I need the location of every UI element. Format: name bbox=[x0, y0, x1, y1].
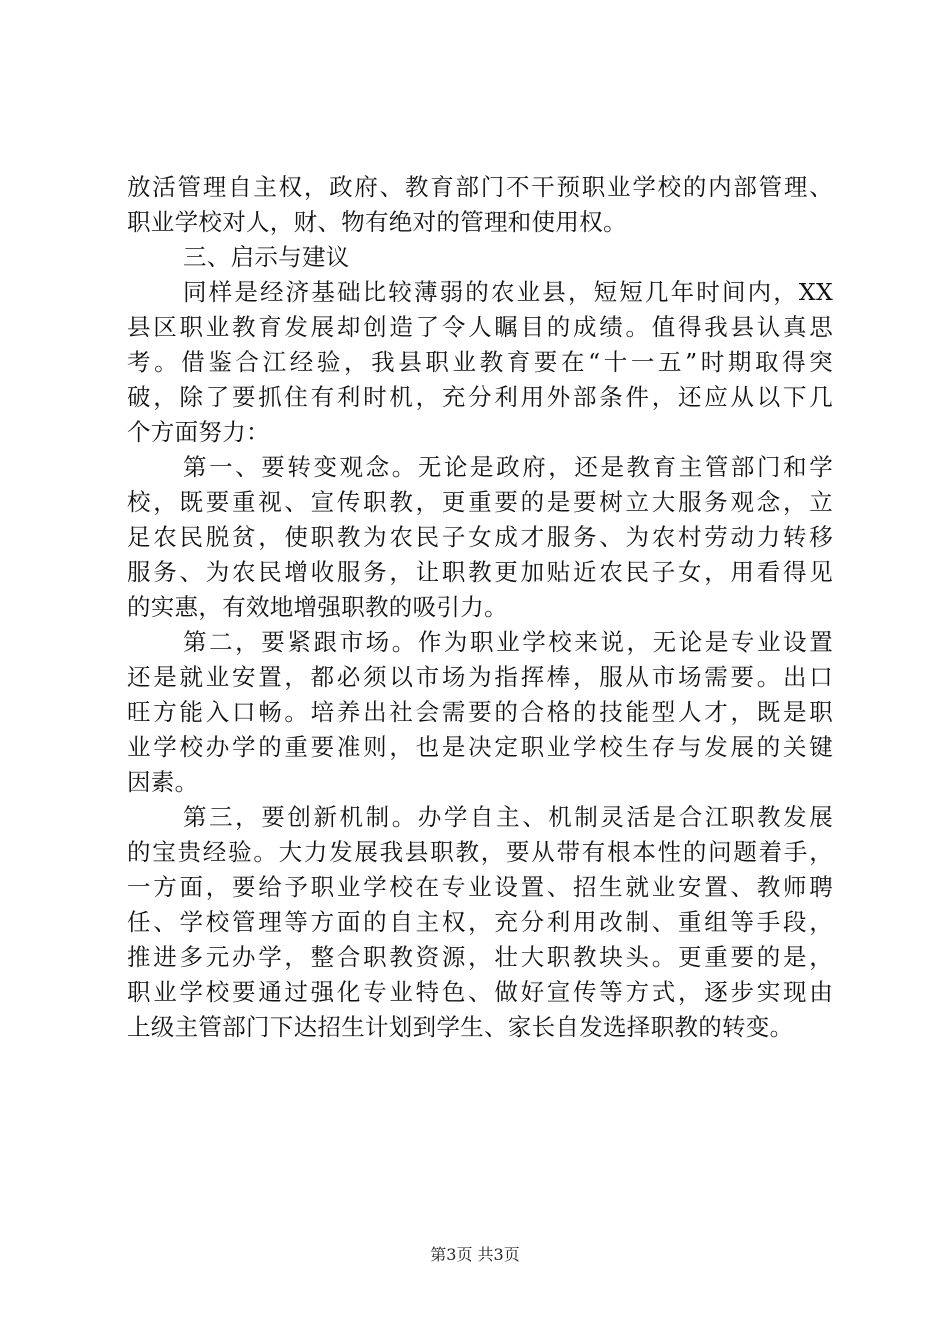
text-line: 推进多元办学，整合职教资源，壮大职教块头。更重要的是， bbox=[127, 943, 833, 971]
text-line: 第三，要创新机制。办学自主、机制灵活是合江职教发展 bbox=[183, 803, 833, 831]
paragraph-third bbox=[127, 800, 833, 1045]
text-line: 服务、为农民增收服务，让职教更加贴近农民子女，用看得见 bbox=[127, 558, 833, 586]
document-body bbox=[127, 170, 833, 1045]
text-line: 任、学校管理等方面的自主权，充分利用改制、重组等手段， bbox=[127, 908, 833, 936]
text-line: 第二，要紧跟市场。作为职业学校来说，无论是专业设置 bbox=[183, 628, 833, 656]
text-line: 第一、要转变观念。无论是政府，还是教育主管部门和学 bbox=[183, 453, 833, 481]
text-line: 的实惠，有效地增强职教的吸引力。 bbox=[127, 593, 508, 621]
text-line: 上级主管部门下达招生计划到学生、家长自发选择职教的转变。 bbox=[127, 1013, 794, 1041]
section-heading bbox=[127, 240, 833, 275]
paragraph-second bbox=[127, 625, 833, 800]
text-line: 个方面努力： bbox=[127, 418, 270, 446]
text-line: 旺方能入口畅。培养出社会需要的合格的技能型人才，既是职 bbox=[127, 698, 833, 726]
text-line: 因素。 bbox=[127, 768, 199, 796]
text-line: 职业学校要通过强化专业特色、做好宣传等方式，逐步实现由 bbox=[127, 978, 833, 1006]
text-line: 同样是经济基础比较薄弱的农业县，短短几年时间内，XX bbox=[183, 278, 833, 306]
paragraph-intro bbox=[127, 275, 833, 450]
text-line: 校，既要重视、宣传职教，更重要的是要树立大服务观念，立 bbox=[127, 488, 833, 516]
page-number-footer: 第3页 共3页 bbox=[430, 1245, 520, 1264]
text-line: 放活管理自主权，政府、教育部门不干预职业学校的内部管理、 bbox=[127, 173, 833, 201]
text-line: 业学校办学的重要准则，也是决定职业学校生存与发展的关键 bbox=[127, 733, 833, 761]
text-line: 足农民脱贫，使职教为农民子女成才服务、为农村劳动力转移 bbox=[127, 523, 833, 551]
text-line: 的宝贵经验。大力发展我县职教，要从带有根本性的问题着手， bbox=[127, 838, 833, 866]
paragraph-continuation bbox=[127, 170, 833, 240]
text-line: 破，除了要抓住有利时机，充分利用外部条件，还应从以下几 bbox=[127, 383, 833, 411]
text-line: 县区职业教育发展却创造了令人瞩目的成绩。值得我县认真思 bbox=[127, 313, 833, 341]
text-line: 考。借鉴合江经验，我县职业教育要在“十一五”时期取得突 bbox=[127, 348, 833, 376]
text-line: 一方面，要给予职业学校在专业设置、招生就业安置、教师聘 bbox=[127, 873, 833, 901]
heading-line: 三、启示与建议 bbox=[183, 243, 350, 271]
text-line: 职业学校对人，财、物有绝对的管理和使用权。 bbox=[127, 208, 627, 236]
text-line: 还是就业安置，都必须以市场为指挥棒，服从市场需要。出口 bbox=[127, 663, 833, 691]
paragraph-first bbox=[127, 450, 833, 625]
